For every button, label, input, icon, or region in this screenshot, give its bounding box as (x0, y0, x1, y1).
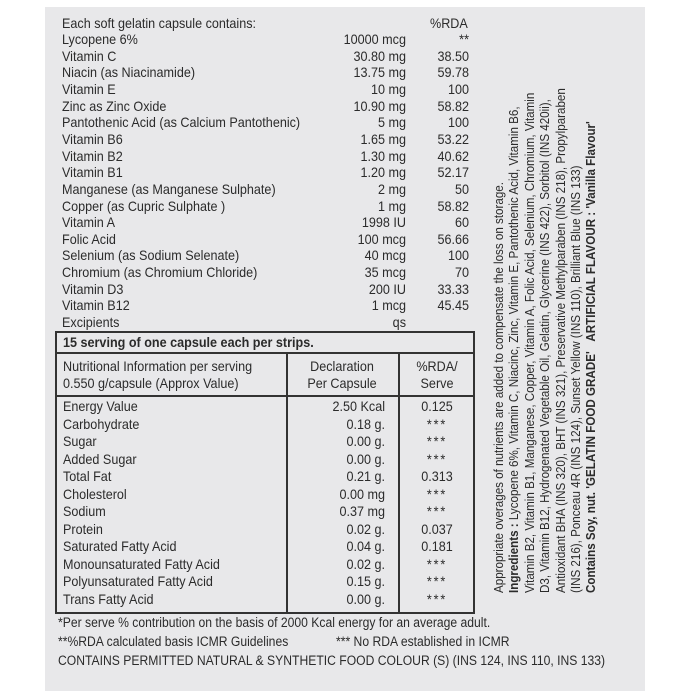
storage-note: Appropriate overages of nutrients are added to compensate the loss on storage. (491, 182, 506, 593)
composition-item-amount: 100 mcg (357, 230, 406, 247)
composition-item-rda: 59.78 (437, 64, 469, 81)
composition-item-name: Zinc as Zinc Oxide (62, 97, 167, 114)
composition-item-name: Vitamin B1 (62, 164, 123, 181)
nutrition-row-rda: *** (426, 415, 448, 432)
composition-item-amount: 10000 mcg (343, 31, 406, 47)
ingredients-panel (491, 88, 621, 593)
nutrition-row-declaration: 0.18 g. (346, 415, 385, 432)
table-column-divider (398, 353, 400, 613)
composition-item-name: Vitamin B6 (62, 130, 123, 147)
nutrition-row-declaration: 2.50 Kcal (332, 398, 385, 414)
composition-item-amount: 2 mg (377, 180, 406, 197)
composition-item-amount: 1.30 mg (360, 147, 406, 164)
nutrition-row-rda: *** (426, 433, 448, 449)
nutrition-row-rda: *** (426, 573, 448, 589)
nutrition-row-declaration: 0.21 g. (346, 468, 385, 484)
nutrition-row-name: Monounsaturated Fatty Acid (63, 555, 220, 572)
footnote-icmr: **%RDA calculated basis ICMR Guidelines (58, 634, 289, 649)
composition-item-amount: 35 mcg (364, 264, 406, 281)
composition-item-amount: qs (392, 314, 406, 331)
nutrition-row-declaration: 0.37 mg (339, 503, 385, 519)
nutrition-row-rda: 0.181 (421, 538, 453, 554)
composition-item-rda: 53.22 (437, 130, 469, 147)
composition-item-amount: 1.65 mg (360, 130, 406, 147)
declaration-header-line1: Declaration (310, 358, 374, 374)
composition-item-amount: 10 mg (370, 80, 406, 97)
nutrition-row-name: Total Fat (63, 468, 112, 484)
nutrition-row-name: Sodium (63, 503, 106, 519)
composition-item-name: Lycopene 6% (62, 31, 138, 47)
composition-item-rda: 60 (454, 214, 469, 231)
footnote-no-rda: *** No RDA established in ICMR (336, 634, 510, 649)
table-column-divider (286, 353, 288, 613)
nutrition-row-name: Carbohydrate (63, 415, 140, 432)
ingredients-label: Ingredients : (506, 523, 522, 593)
nutrition-row-declaration: 0.00 mg (339, 485, 385, 502)
nutrition-row-rda: *** (426, 485, 448, 502)
composition-item-amount: 10.90 mg (353, 97, 406, 114)
nutrition-row-rda: 0.037 (421, 520, 453, 537)
nutrition-row-name: Trans Fatty Acid (63, 590, 154, 607)
ingredients-line: Ingredients : Lycopene 6%, Vitamin C, Niacinc, Zinc, Vitamin E, Pantothenic Acid, Vitamin B6, (506, 106, 522, 593)
composition-item-amount: 1 mg (377, 197, 406, 214)
composition-item-name: Vitamin A (62, 214, 116, 231)
composition-item-name: Vitamin B2 (62, 147, 123, 164)
composition-item-amount: 1998 IU (361, 214, 406, 231)
nutrition-row-rda: *** (426, 590, 448, 607)
declaration-header-line2: Per Capsule (307, 375, 377, 391)
composition-item-rda: 50 (454, 180, 469, 197)
composition-item-name: Copper (as Cupric Sulphate ) (62, 197, 226, 214)
nutrition-row-name: Added Sugar (63, 450, 137, 467)
composition-item-name: Vitamin C (62, 47, 117, 64)
composition-item-name: Niacin (as Niacinamide) (62, 64, 196, 81)
ingredients-line: Vitamin B2, Vitamin B1, Manganese, Copper, Vitamin A, Folic Acid, Selenium, Chromium, Vitamin (521, 92, 537, 593)
composition-item-rda: 58.82 (437, 197, 469, 214)
composition-item-name: Pantothenic Acid (as Calcium Pantothenic) (62, 114, 301, 131)
allergen-note: Contains Soy, nut. 'GELATIN FOOD GRADE' ARTIFICIAL FLAVOUR : 'Vanilla Flavour' (583, 121, 599, 593)
composition-item-amount: 200 IU (368, 280, 406, 297)
composition-item-amount: 1 mcg (371, 297, 406, 314)
composition-item-name: Vitamin E (62, 80, 116, 97)
composition-item-amount: 1.20 mg (360, 164, 406, 181)
nutrition-row-name: Energy Value (63, 398, 138, 414)
ingredients-line: (INS 216), Ponceau 4R (INS 124), Sunset Yellow (INS 110), Brilliant Blue (INS 133) (568, 165, 584, 593)
composition-item-rda: 100 (447, 80, 469, 97)
nutrition-row-name: Polyunsaturated Fatty Acid (63, 573, 213, 589)
nutrition-row-declaration: 0.00 g. (346, 590, 385, 607)
nutrition-row-declaration: 0.15 g. (346, 573, 385, 589)
nutrition-row-rda: *** (426, 503, 448, 519)
nutrition-header-line2: 0.550 g/capsule (Approx Value) (63, 375, 239, 391)
composition-item-amount: 13.75 mg (353, 64, 406, 81)
nutrition-row-name: Saturated Fatty Acid (63, 538, 177, 554)
composition-item-amount: 30.80 mg (353, 47, 406, 64)
composition-item-name: Chromium (as Chromium Chloride) (62, 264, 258, 281)
table-divider (56, 395, 474, 397)
composition-item-rda: 40.62 (437, 147, 469, 164)
composition-item-rda: ** (459, 31, 469, 47)
composition-item-name: Vitamin D3 (62, 280, 124, 297)
composition-item-rda: 52.17 (437, 164, 469, 181)
composition-item-rda: 100 (447, 114, 469, 131)
nutrition-row-rda: *** (426, 555, 448, 572)
nutrition-header-line1: Nutritional Information per serving (63, 358, 253, 374)
nutrition-row-name: Protein (63, 520, 103, 537)
rda-serve-header-line2: Serve (420, 375, 454, 391)
ingredients-line: D3, Vitamin B12, Hydrogenated Vegetable Oil, Gelatin, Glycerine (INS 422), Sorbitol (INS 420ii), (537, 99, 553, 593)
nutrition-row-rda: *** (426, 450, 448, 467)
composition-item-name: Folic Acid (62, 230, 116, 247)
composition-title: Each soft gelatin capsule contains: (62, 15, 257, 31)
nutrition-row-declaration: 0.00 g. (346, 450, 385, 467)
composition-item-amount: 40 mcg (364, 247, 406, 264)
nutrition-row-declaration: 0.02 g. (346, 555, 385, 572)
composition-item-name: Manganese (as Manganese Sulphate) (62, 180, 276, 197)
nutrition-row-name: Sugar (63, 433, 97, 449)
composition-item-rda: 100 (447, 247, 469, 264)
nutrition-row-declaration: 0.02 g. (346, 520, 385, 537)
composition-item-rda: 45.45 (437, 297, 469, 314)
nutrition-row-rda: 0.125 (421, 398, 453, 414)
footnote-energy: *Per serve % contribution on the basis of 2000 Kcal energy for an average adult. (58, 615, 491, 630)
composition-item-name: Vitamin B12 (62, 297, 130, 314)
serving-title: 15 serving of one capsule each per strips. (63, 334, 314, 350)
composition-item-rda: 33.33 (437, 280, 469, 297)
composition-item-amount: 5 mg (377, 114, 406, 131)
table-divider (56, 352, 474, 354)
ingredients-line: Antioxidant BHA (INS 320), BHT (INS 321), Preservative Methylparaben (INS 218), Propylparaben (552, 88, 568, 593)
composition-item-rda: 56.66 (437, 230, 469, 247)
nutrition-row-rda: 0.313 (421, 468, 453, 484)
composition-item-rda: 70 (454, 264, 469, 281)
nutrition-row-name: Cholesterol (63, 485, 127, 502)
nutrition-row-declaration: 0.00 g. (346, 433, 385, 449)
composition-item-name: Selenium (as Sodium Selenate) (62, 247, 240, 264)
footnote-colours: CONTAINS PERMITTED NATURAL & SYNTHETIC FOOD COLOUR (S) (INS 124, INS 110, INS 133) (58, 653, 606, 668)
composition-rda-header: %RDA (430, 15, 468, 31)
composition-item-name: Excipients (62, 314, 120, 331)
nutrition-row-declaration: 0.04 g. (346, 538, 385, 554)
composition-item-rda: 58.82 (437, 97, 469, 114)
composition-item-rda: 38.50 (437, 47, 469, 64)
rda-serve-header-line1: %RDA/ (416, 358, 458, 374)
